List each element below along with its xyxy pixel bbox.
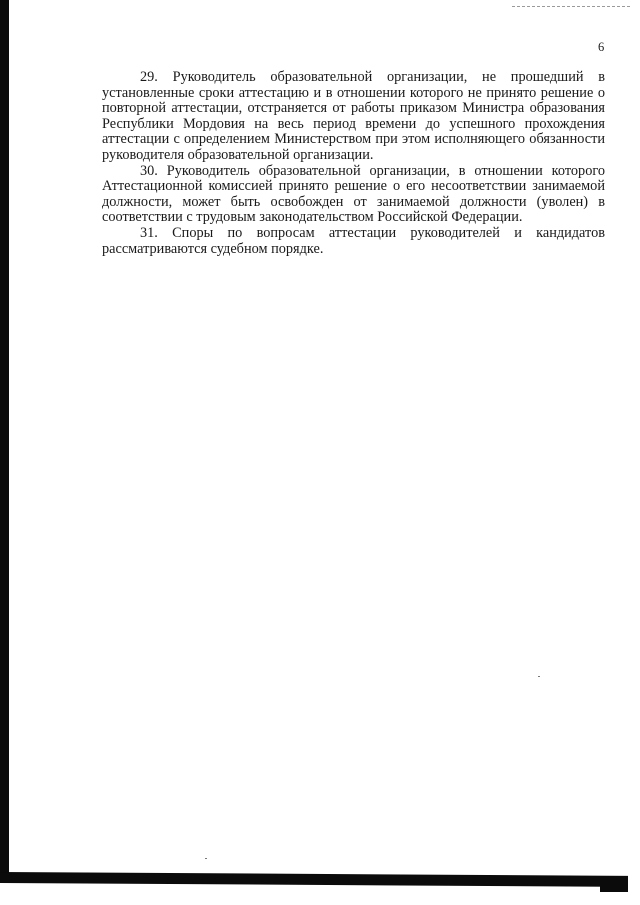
scan-speck <box>538 676 540 677</box>
scan-top-mark <box>512 6 630 8</box>
paragraph-29: 29. Руководитель образовательной организации, не прошедший в установленные сроки аттестацию и в отношении которого не принято решение о повторной аттестации, отстраняется от работы приказом Министра образования Республики Мордовия на весь период времени до успешного прохождения аттестации с определением Министерством при этом исполняющего обязанности руководителя образовательной организации. <box>102 69 605 163</box>
scan-bottom-corner <box>600 876 628 892</box>
paragraph-31: 31. Споры по вопросам аттестации руководителей и кандидатов рассматриваются судебном порядке. <box>102 224 605 257</box>
paragraph-30: 30. Руководитель образовательной организации, в отношении которого Аттестационной комиссией принято решение о его несоответствии занимаемой должности, может быть освобожден от занимаемой должности (уволен) в соответствии с трудовым законодательством Российской Федерации. <box>102 162 605 226</box>
scan-bottom-border <box>0 872 628 887</box>
document-body <box>102 70 605 257</box>
scan-speck <box>205 858 207 859</box>
page-number: 6 <box>598 40 605 54</box>
scan-left-border <box>0 0 9 880</box>
